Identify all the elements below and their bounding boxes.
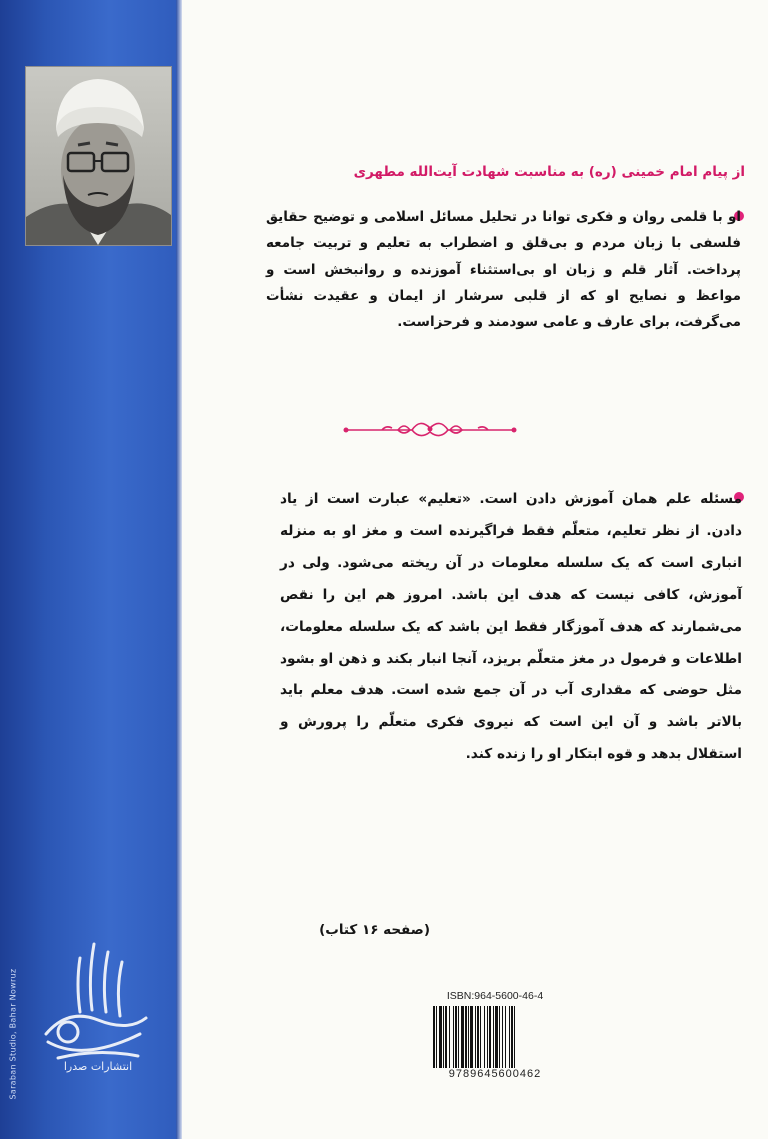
publisher-name: انتشارات صدرا [63, 1060, 133, 1073]
studio-credit: Saraban Studio, Bahar Nowruz [8, 968, 18, 1100]
ornament-divider-icon [342, 416, 518, 442]
portrait-photo [25, 66, 172, 246]
publisher-logo [28, 938, 156, 1078]
page-citation: (صفحه ۱۶ کتاب) [319, 922, 430, 938]
excerpt-paragraph: مسئله علم همان آموزش دادن است. «تعلیم» عبارت است از یاد دادن. از نظر تعلیم، متعلّم فقط فراگیرنده است و مغز او به منزله انباری است که یک سلسله معلومات در آن ریخته می‌شود. ولی در آموزش، کافی نیست که هدف این باشد. امروز هم این را نقص می‌شمارند که هدف آموزگار فقط این باشد که یک سلسله معلومات، اطلاعات و فرمول در مغز متعلّم بریزد، آنجا انبار بکند و ذهن او بشود مثل حوضی که مقداری آب در آن جمع شده است. هدف معلم باید بالاتر باشد و آن این است که نیروی فکری متعلّم را پرورش و استقلال بدهد و قوه ابتکار او را زنده کند. [280, 491, 742, 763]
barcode-number: 9789645600462 [448, 1068, 542, 1080]
band-edge [176, 0, 182, 1139]
page-heading: از پیام امام خمینی (ره) به مناسبت شهادت آیت‌الله مطهری [353, 164, 745, 180]
isbn-label: ISBN:964-5600-46-4 [446, 990, 544, 1002]
quote-paragraph: او با قلمی روان و فکری توانا در تحلیل مسائل اسلامی و توضیح حقایق فلسفی با زبان مردم و بی‌قلق و اضطراب به تعلیم و تربیت جامعه پرداخت. آثار قلم و زبان او بی‌استثناء آموزنده و روانبخش است و مواعظ و نصایح او که از قلبی سرشار از ایمان و عقیدت نشأت می‌گرفت، برای عارف و عامی سودمند و فرحزاست. [266, 209, 741, 331]
barcode-image [431, 1006, 559, 1068]
